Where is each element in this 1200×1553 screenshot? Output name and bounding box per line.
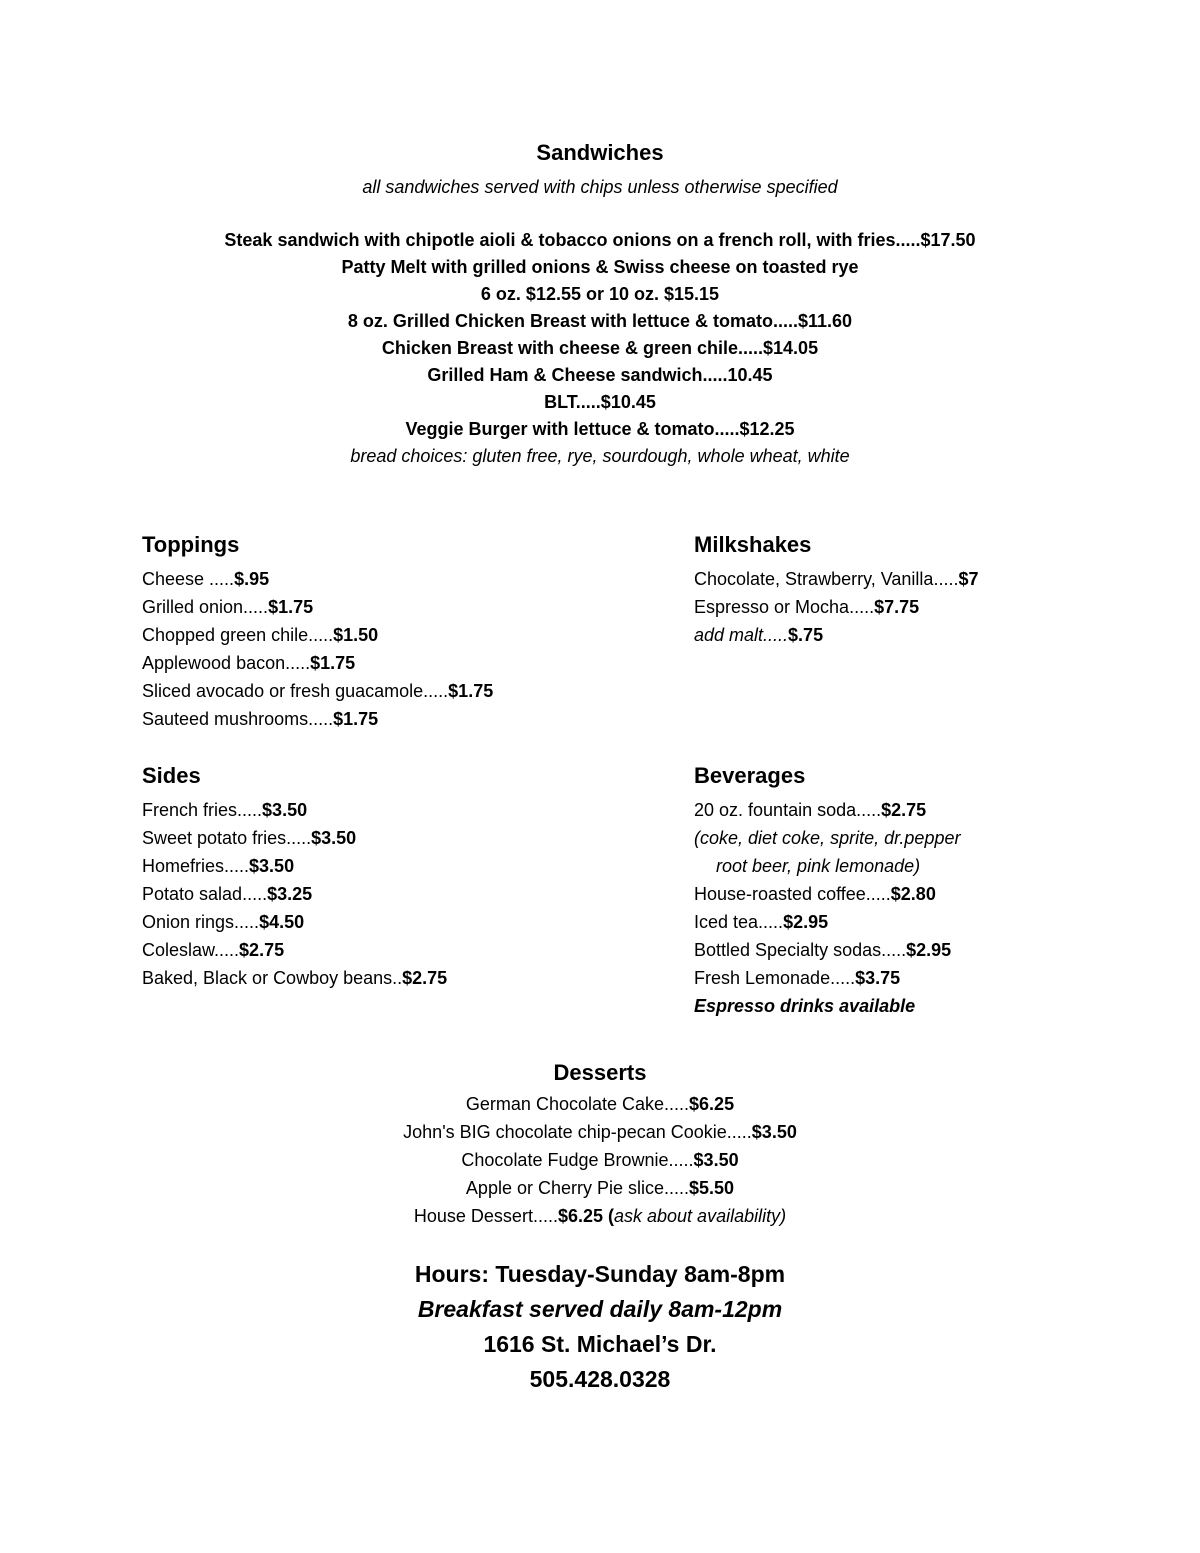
item-name: House Dessert..... [413,1206,558,1226]
item-name: German Chocolate Cake..... [465,1094,690,1114]
item-name: Iced tea..... [694,912,784,932]
menu-item-iced-tea [694,908,1142,936]
item-price: $1.75 [448,681,494,701]
item-name: Sweet potato fries..... [142,828,312,848]
item-name: French fries..... [142,800,263,820]
phone-line: 505.428.0328 [529,1366,671,1392]
address-line: 1616 St. Michael’s Dr. [483,1331,717,1357]
item-name: Chocolate Fudge Brownie..... [461,1150,694,1170]
item-price: $3.50 [262,800,308,820]
menu-item-house-dessert [0,1202,1200,1230]
menu-item-pecan-cookie [0,1118,1200,1146]
menu-item-green-chile [142,621,694,649]
menu-line-chicken-green-chile: Chicken Breast with cheese & green chile.....$14.05 [381,338,819,358]
menu-item-german-chocolate-cake [0,1090,1200,1118]
item-price: $2.80 [890,884,936,904]
bread-choices-note: bread choices: gluten free, rye, sourdough, whole wheat, white [350,446,850,466]
menu-line-veggie-burger: Veggie Burger with lettuce & tomato.....$12.25 [405,419,795,439]
item-price: $7.75 [874,597,920,617]
item-name: Chopped green chile..... [142,625,334,645]
hours-line: Hours: Tuesday-Sunday 8am-8pm [414,1261,786,1287]
sandwich-list [0,227,1200,470]
item-name: Sliced avocado or fresh guacamole..... [142,681,449,701]
menu-item-add-malt [694,621,1142,649]
section-title-toppings: Toppings [142,532,240,557]
item-price: $1.50 [333,625,379,645]
item-name: Baked, Black or Cowboy beans.. [142,968,403,988]
espresso-drinks-note: Espresso drinks available [694,996,916,1016]
menu-item-sauteed-mushrooms [142,705,694,733]
item-name: Sauteed mushrooms..... [142,709,334,729]
menu-item-beans [142,964,694,992]
item-price: $3.50 [751,1122,797,1142]
item-name: Onion rings..... [142,912,260,932]
item-price: $5.50 [689,1178,735,1198]
soda-flavors-line-2: root beer, pink lemonade) [716,856,921,876]
menu-line-steak: Steak sandwich with chipotle aioli & tobacco onions on a french roll, with fries.....$17.50 [224,230,976,250]
section-toppings [142,532,694,733]
sandwiches-subtitle: all sandwiches served with chips unless otherwise specified [362,177,838,197]
menu-line-patty-melt: Patty Melt with grilled onions & Swiss cheese on toasted rye [341,257,859,277]
item-price: $2.75 [239,940,285,960]
menu-item-fudge-brownie [0,1146,1200,1174]
item-price: $3.50 [311,828,357,848]
menu-item-grilled-onion [142,593,694,621]
item-name: Cheese ..... [142,569,235,589]
menu-line-blt: BLT.....$10.45 [544,392,656,412]
menu-item-applewood-bacon [142,649,694,677]
section-title-beverages: Beverages [694,763,806,788]
menu-item-fountain-soda [694,796,1142,824]
item-price: $1.75 [268,597,314,617]
item-price: $2.95 [783,912,829,932]
item-price: $7 [958,569,979,589]
section-title-desserts: Desserts [553,1060,647,1085]
item-price: $6.25 [689,1094,735,1114]
item-price: $.75 [788,625,824,645]
footer-info [0,1257,1200,1397]
item-price: $.95 [234,569,270,589]
item-price: $3.50 [693,1150,739,1170]
item-name: add malt..... [694,625,789,645]
item-name: Homefries..... [142,856,250,876]
menu-item-coffee [694,880,1142,908]
item-note: ask about availability) [614,1206,787,1226]
section-sides [142,763,694,1020]
section-beverages [694,763,1142,1020]
section-sandwiches [0,141,1200,470]
menu-item-cheese [142,565,694,593]
item-price: $1.75 [310,653,356,673]
item-price: $4.50 [259,912,305,932]
item-price: $2.95 [906,940,952,960]
item-price: $3.50 [249,856,295,876]
menu-item-milkshake-flavors [694,565,1142,593]
item-name: Grilled onion..... [142,597,269,617]
menu-line-ham-cheese: Grilled Ham & Cheese sandwich.....10.45 [427,365,773,385]
section-milkshakes [694,532,1142,733]
menu-item-avocado-guacamole [142,677,694,705]
item-price: $3.25 [267,884,313,904]
menu-item-potato-salad [142,880,694,908]
breakfast-line: Breakfast served daily 8am-12pm [417,1296,783,1322]
item-name: Coleslaw..... [142,940,240,960]
item-name: Apple or Cherry Pie slice..... [465,1178,690,1198]
section-title-sides: Sides [142,763,201,788]
item-name: House-roasted coffee..... [694,884,891,904]
item-name: Fresh Lemonade..... [694,968,856,988]
menu-item-pie-slice [0,1174,1200,1202]
item-price: $6.25 ( [557,1206,614,1226]
section-desserts [0,1060,1200,1230]
item-name: Espresso or Mocha..... [694,597,875,617]
item-name: Bottled Specialty sodas..... [694,940,907,960]
menu-item-coleslaw [142,936,694,964]
item-price: $2.75 [881,800,927,820]
menu-line-grilled-chicken: 8 oz. Grilled Chicken Breast with lettuce & tomato.....$11.60 [347,311,853,331]
section-title-sandwiches: Sandwiches [536,140,664,165]
item-name: John's BIG chocolate chip-pecan Cookie..... [403,1122,752,1142]
menu-item-onion-rings [142,908,694,936]
menu-item-sweet-potato-fries [142,824,694,852]
item-name: Potato salad..... [142,884,268,904]
item-price: $1.75 [333,709,379,729]
menu-item-french-fries [142,796,694,824]
menu-item-bottled-sodas [694,936,1142,964]
menu-item-homefries [142,852,694,880]
item-name: 20 oz. fountain soda..... [694,800,882,820]
menu-line-patty-melt-sizes: 6 oz. $12.55 or 10 oz. $15.15 [480,284,720,304]
columns-row-2 [142,763,1142,1020]
menu-item-fresh-lemonade [694,964,1142,992]
section-title-milkshakes: Milkshakes [694,532,812,557]
item-name: Chocolate, Strawberry, Vanilla..... [694,569,959,589]
item-price: $2.75 [402,968,448,988]
columns-row-1 [142,532,1142,733]
soda-flavors-line-1: (coke, diet coke, sprite, dr.pepper [694,828,961,848]
item-price: $3.75 [855,968,901,988]
item-name: Applewood bacon..... [142,653,311,673]
menu-item-espresso-mocha-shake [694,593,1142,621]
